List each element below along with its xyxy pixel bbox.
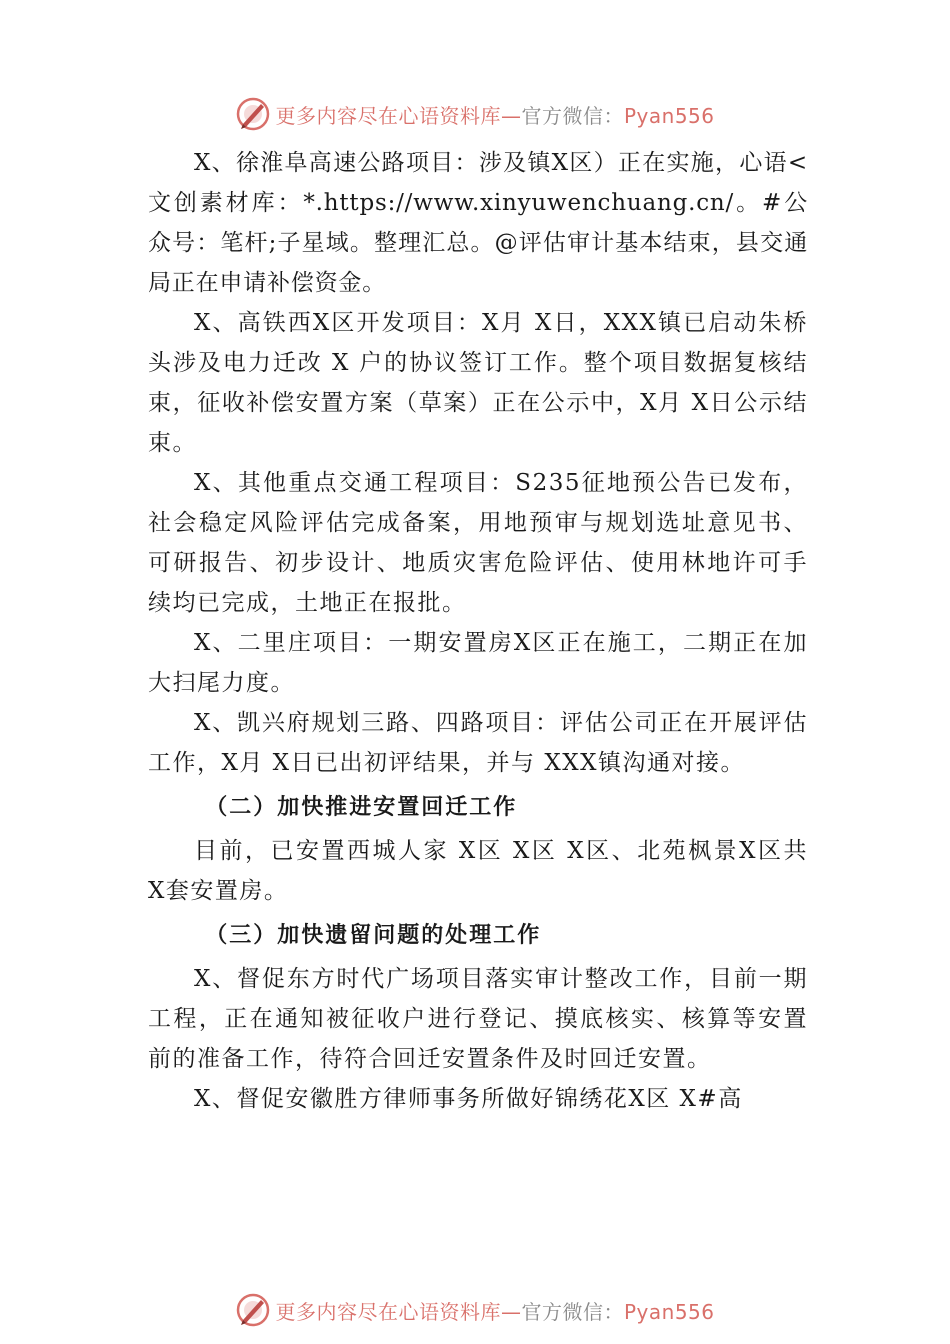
- paragraph-dongfang-plaza: X、督促东方时代广场项目落实审计整改工作，目前一期工程，正在通知被征收户进行登记、摸底核实、核算等安置前的准备工作，待符合回迁安置条件及时回迁安置。: [148, 966, 808, 1072]
- watermark-wechat-label: 官方微信：: [521, 103, 624, 128]
- section-heading-legacy-issues: （三）加快遗留问题的处理工作: [205, 922, 542, 948]
- watermark-wechat-label: 官方微信：: [521, 1299, 624, 1324]
- brand-logo-icon: [235, 1292, 271, 1328]
- paragraph-xuhuaifu-highway: X、徐淮阜高速公路项目：涉及镇X区）正在实施，心语<文创素材库：*.https://www.xinyuwenchuang.cn/。#公众号：笔杆;子星域。整理汇总。@评估审计基本结束，县交通局正在申请补偿资金。: [148, 150, 808, 296]
- paragraph-high-speed-rail-west: X、高铁西X区开发项目：X月 X日，XXX镇已启动朱桥头涉及电力迁改 X 户的协议签订工作。整个项目数据复核结束，征收补偿安置方案（草案）正在公示中，X月 X日公示结束。: [148, 310, 808, 456]
- header-watermark-banner: [0, 94, 950, 134]
- watermark-dash: —: [500, 103, 522, 128]
- watermark-brand: 更多内容尽在心语资料库: [275, 1299, 501, 1324]
- brand-logo-icon: [235, 96, 271, 132]
- watermark-wechat-id: Pyan556: [623, 103, 715, 128]
- watermark-brand: 更多内容尽在心语资料库: [275, 103, 501, 128]
- paragraph-kaixingfu-roads: X、凯兴府规划三路、四路项目：评估公司正在开展评估工作，X月 X日已出初评结果，并与 XXX镇沟通对接。: [148, 710, 808, 776]
- paragraph-erlizhuang-project: X、二里庄项目：一期安置房X区正在施工，二期正在加大扫尾力度。: [148, 630, 808, 696]
- watermark-text: [275, 1296, 714, 1325]
- section-heading-resettlement: （二）加快推进安置回迁工作: [205, 794, 518, 820]
- watermark-dash: —: [500, 1299, 522, 1324]
- paragraph-other-traffic-projects: X、其他重点交通工程项目：S235征地预公告已发布，社会稳定风险评估完成备案，用地预审与规划选址意见书、 可研报告、初步设计、地质灾害危险评估、使用林地许可手续均已完成，土地正在报批。: [148, 470, 808, 616]
- footer-watermark-banner: [0, 1290, 950, 1330]
- paragraph-resettlement-status: 目前，已安置西城人家 X区 X区 X区、北苑枫景X区共 X套安置房。: [148, 838, 808, 904]
- watermark-wechat-id: Pyan556: [623, 1299, 715, 1324]
- document-body: [148, 143, 808, 1119]
- watermark-text: [275, 100, 714, 129]
- paragraph-law-firm: X、督促安徽胜方律师事务所做好锦绣花X区 X#高: [194, 1086, 743, 1112]
